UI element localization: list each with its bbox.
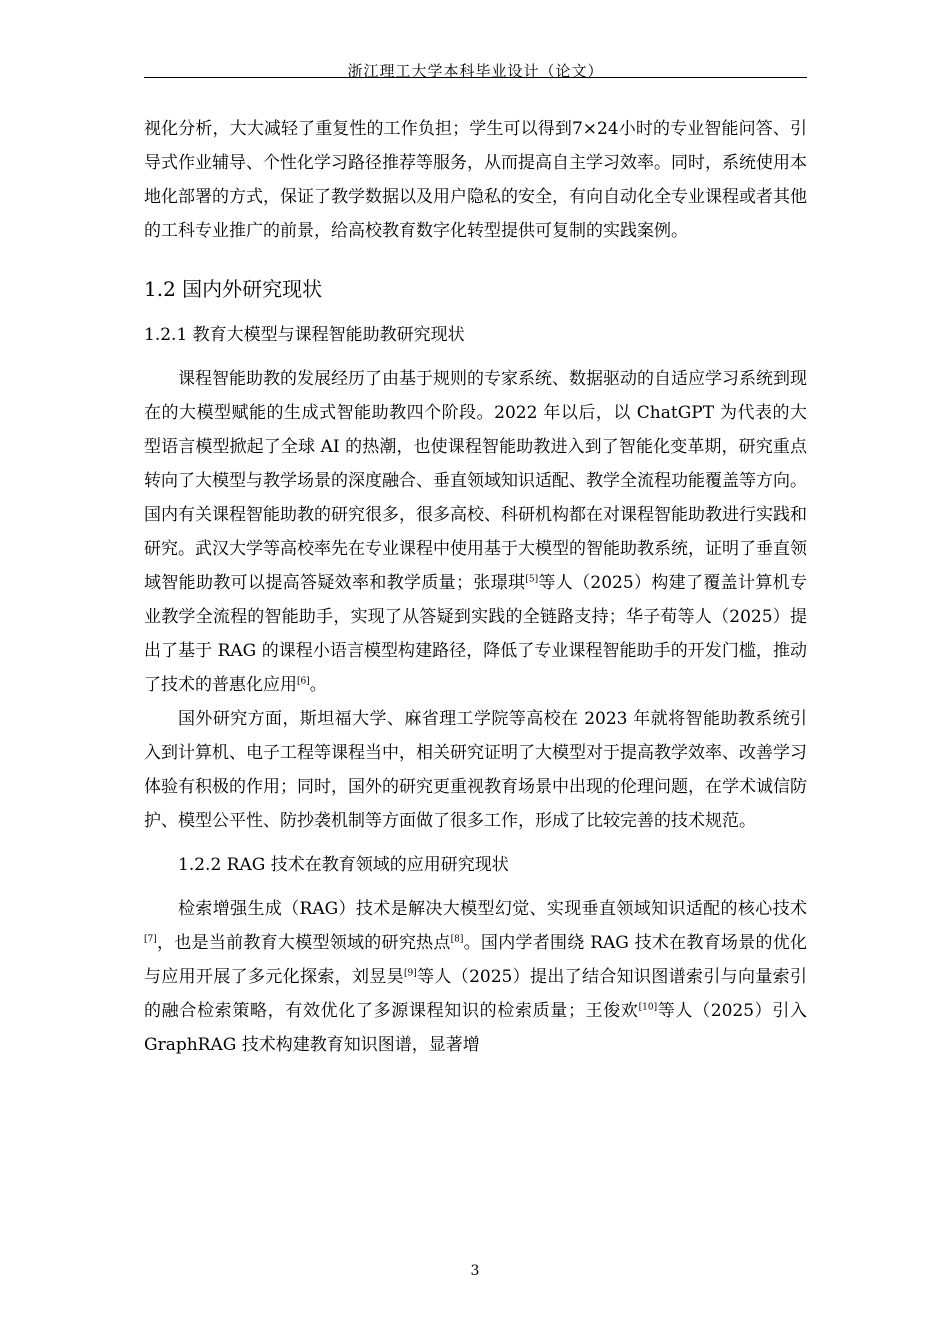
page-number: 3 xyxy=(470,1263,480,1279)
intro-paragraph: 视化分析，大大减轻了重复性的工作负担；学生可以得到7×24小时的专业智能问答、引导式作业辅导、个性化学习路径推荐等服务，从而提高自主学习效率。同时，系统使用本地化部署的方式，保证了教学数据以及用户隐私的安全，有向自动化全专业课程或者其他的工科专业推广的前景，给高校教育数字化转型提供可复制的实践案例。 xyxy=(144,119,807,241)
citation-ref: [7] xyxy=(144,934,157,945)
citation-ref: [10] xyxy=(638,1002,658,1013)
paragraph-1-2-1-a xyxy=(144,362,807,702)
paper-body xyxy=(144,112,807,1062)
text-run: 课程智能助教的发展经历了由基于规则的专家系统、数据驱动的自适应学习系统到现在的大模型赋能的生成式智能助教四个阶段。2022 年以后，以 ChatGPT 为代表的大型语言模型掀起了全球 AI 的热潮，也使课程智能助教进入到了智能化变革期，研究重点转向了大模型与教学场景的深度融合、垂直领域知识适配、教学全流程功能覆盖等方向。国内有关课程智能助教的研究很多，很多高校、科研机构都在对课程智能助教进行实践和研究。武汉大学等高校率先在专业课程中使用基于大模型的智能助教系统，证明了垂直领域智能助教可以提高答疑效率和教学质量；张璟琪 xyxy=(144,369,807,593)
text-run: 。 xyxy=(309,675,327,695)
citation-ref: [6] xyxy=(297,676,310,687)
page-header: 浙江理工大学本科毕业设计（论文） xyxy=(347,62,604,80)
subsection-heading-1-2-2: 1.2.2 RAG 技术在教育领域的应用研究现状 xyxy=(178,855,509,875)
text-run: 。国内学者围绕 RAG 技术在教育场景的优化与应用开展了多元化探索，刘昱昊 xyxy=(144,933,808,987)
citation-ref: [9] xyxy=(404,968,417,979)
header-rule xyxy=(144,77,807,78)
subsection-heading-1-2-1: 1.2.1 教育大模型与课程智能助教研究现状 xyxy=(144,325,465,345)
section-heading-1-2: 1.2 国内外研究现状 xyxy=(144,277,323,301)
text-run: ，也是当前教育大模型领域的研究热点 xyxy=(156,933,451,953)
text-run: 等人（2025）提出了结合知识图谱索引与向量索引的融合检索策略，有效优化了多源课程知识的检索质量；王俊欢 xyxy=(144,967,808,1021)
citation-ref: [5] xyxy=(525,574,539,585)
text-run: 等人（2025）引入 GraphRAG 技术构建教育知识图谱，显著增 xyxy=(144,1001,808,1055)
text-run: 检索增强生成（RAG）技术是解决大模型幻觉、实现垂直领域知识适配的核心技术 xyxy=(178,899,807,919)
citation-ref: [8] xyxy=(450,934,464,945)
paragraph-1-2-1-b: 国外研究方面，斯坦福大学、麻省理工学院等高校在 2023 年就将智能助教系统引入到计算机、电子工程等课程当中，相关研究证明了大模型对于提高教学效率、改善学习体验有积极的作用；同时，国外的研究更重视教育场景中出现的伦理问题，在学术诚信防护、模型公平性、防抄袭机制等方面做了很多工作，形成了比较完善的技术规范。 xyxy=(144,709,807,831)
paragraph-1-2-2-a xyxy=(144,892,807,1062)
text-run: 等人（2025）构建了覆盖计算机专业教学全流程的智能助手，实现了从答疑到实践的全链路支持；华子荀等人（2025）提出了基于 RAG 的课程小语言模型构建路径，降低了专业课程智能助手的开发门槛，推动了技术的普惠化应用 xyxy=(144,573,808,695)
